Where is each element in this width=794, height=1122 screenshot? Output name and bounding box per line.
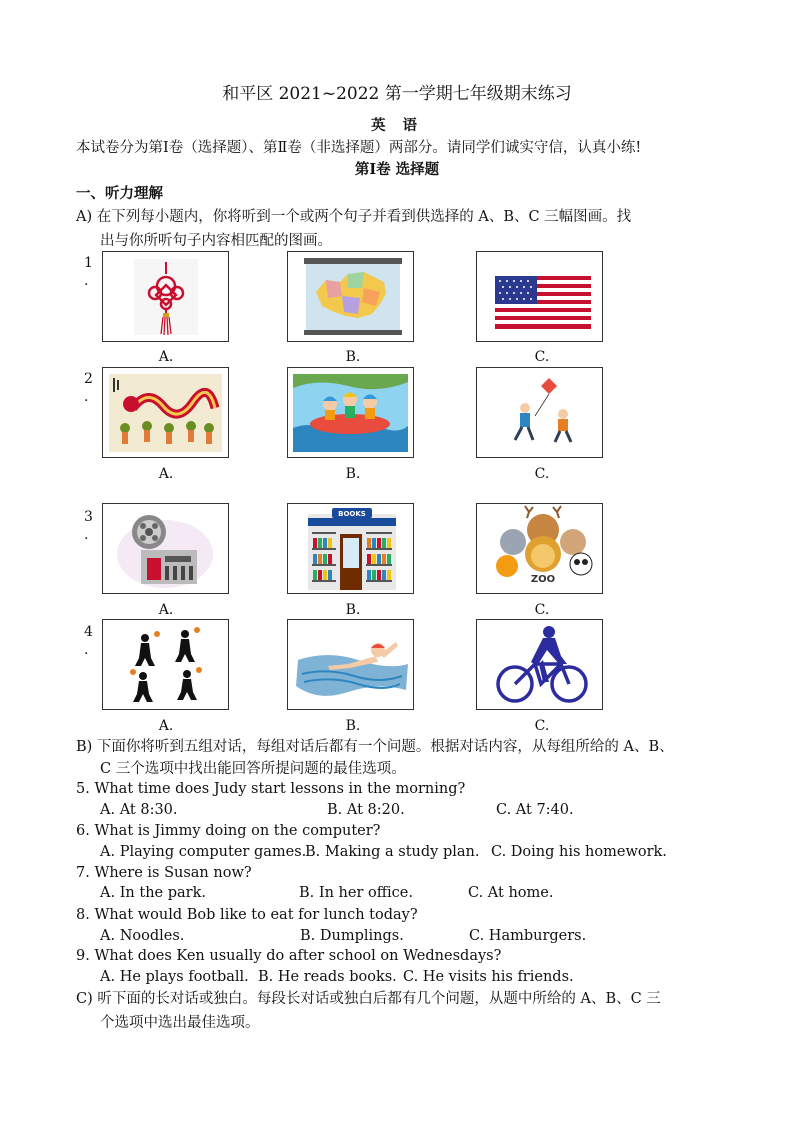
chinese-knot-icon — [103, 252, 228, 341]
cyclist-icon — [477, 620, 602, 709]
zoo-sign: ZOO — [530, 574, 556, 585]
q6-option-a[interactable]: A. Playing computer games. — [100, 844, 307, 860]
q5-option-b[interactable]: B. At 8:20. — [327, 802, 405, 818]
question-9: 9. What does Ken usually do after school on Wednesdays? — [76, 948, 502, 964]
books-sign: BOOKS — [338, 510, 366, 518]
basketball-players-icon — [103, 620, 228, 709]
picture-option-swimmer[interactable] — [287, 619, 414, 710]
bookstore-icon — [288, 504, 413, 593]
picture-option-zoo-animals[interactable] — [476, 503, 603, 594]
q6-option-c[interactable]: C. Doing his homework. — [491, 844, 667, 860]
q9-option-a[interactable]: A. He plays football. — [100, 969, 249, 985]
q8-option-b[interactable]: B. Dumplings. — [300, 928, 404, 944]
rafting-kids-icon — [288, 368, 413, 457]
question-5: 5. What time does Judy start lessons in the morning? — [76, 781, 466, 797]
zoo-animals-icon — [477, 504, 602, 593]
picture-option-map-of-china[interactable] — [287, 251, 414, 342]
option-label-b: B. — [345, 602, 361, 618]
q5-option-c[interactable]: C. At 7:40. — [496, 802, 574, 818]
american-flag-icon — [477, 252, 602, 341]
picture-option-bookstore[interactable] — [287, 503, 414, 594]
q6-option-b[interactable]: B. Making a study plan. — [305, 844, 480, 860]
picture-option-basketball-players[interactable] — [102, 619, 229, 710]
q9-option-b[interactable]: B. He reads books. — [258, 969, 397, 985]
picture-option-kids-flying-kite[interactable] — [476, 367, 603, 458]
part-a-instruction-line1: A) 在下列每小题内，你将听到一个或两个句子并看到供选择的 A、B、C 三幅图画。找 — [76, 209, 632, 225]
q7-option-a[interactable]: A. In the park. — [100, 885, 206, 901]
option-label-c: C. — [534, 718, 550, 734]
part-c-instruction-line2: 个选项中选出最佳选项。 — [100, 1015, 260, 1031]
swimmer-icon — [288, 620, 413, 709]
q8-option-c[interactable]: C. Hamburgers. — [469, 928, 587, 944]
option-label-a: A. — [158, 349, 174, 365]
exam-intro: 本试卷分为第Ⅰ卷（选择题）、第Ⅱ卷（非选择题）两部分。请同学们诚实守信，认真小练! — [76, 140, 642, 156]
part-a-instruction-line2: 出与你所听句子内容相匹配的图画。 — [100, 233, 332, 249]
option-label-a: A. — [158, 602, 174, 618]
option-label-b: B. — [345, 466, 361, 482]
picture-option-american-flag[interactable] — [476, 251, 603, 342]
option-label-a: A. — [158, 466, 174, 482]
picture-option-cinema[interactable] — [102, 503, 229, 594]
q7-option-b[interactable]: B. In her office. — [299, 885, 413, 901]
question-number: 4 . — [84, 624, 93, 658]
q5-option-a[interactable]: A. At 8:30. — [100, 802, 178, 818]
q7-option-c[interactable]: C. At home. — [468, 885, 554, 901]
option-label-b: B. — [345, 718, 361, 734]
question-number: 3 . — [84, 509, 93, 543]
picture-option-rafting-kids[interactable] — [287, 367, 414, 458]
kids-flying-kite-icon — [477, 368, 602, 457]
q9-option-c[interactable]: C. He visits his friends. — [403, 969, 574, 985]
option-label-a: A. — [158, 718, 174, 734]
option-label-c: C. — [534, 466, 550, 482]
dragon-dance-icon — [103, 368, 228, 457]
subject-title: 英 语 — [370, 117, 424, 134]
section-listening-title: 一、听力理解 — [76, 185, 163, 202]
part-c-instruction-line1: C) 听下面的长对话或独白。每段长对话或独白后都有几个问题，从题中所给的 A、B、C 三 — [76, 991, 661, 1007]
part-b-instruction-line1: B) 下面你将听到五组对话，每组对话后都有一个问题。根据对话内容，从每组所给的 A、B、 — [76, 739, 674, 755]
question-number: 2 . — [84, 371, 93, 405]
q8-option-a[interactable]: A. Noodles. — [100, 928, 185, 944]
part-b-instruction-line2: C 三个选项中找出能回答所提问题的最佳选项。 — [100, 761, 406, 777]
question-7: 7. Where is Susan now? — [76, 865, 252, 881]
picture-option-dragon-dance[interactable] — [102, 367, 229, 458]
map-of-china-icon — [288, 252, 413, 341]
option-label-b: B. — [345, 349, 361, 365]
question-6: 6. What is Jimmy doing on the computer? — [76, 823, 381, 839]
picture-option-cyclist[interactable] — [476, 619, 603, 710]
option-label-c: C. — [534, 602, 550, 618]
question-8: 8. What would Bob like to eat for lunch today? — [76, 907, 418, 923]
film-reel-cinema-icon — [103, 504, 228, 593]
option-label-c: C. — [534, 349, 550, 365]
part-one-title: 第Ⅰ卷 选择题 — [354, 161, 440, 178]
question-number: 1 . — [84, 255, 93, 289]
picture-option-chinese-knot[interactable] — [102, 251, 229, 342]
exam-title: 和平区 2021~2022 第一学期七年级期末练习 — [222, 84, 572, 104]
